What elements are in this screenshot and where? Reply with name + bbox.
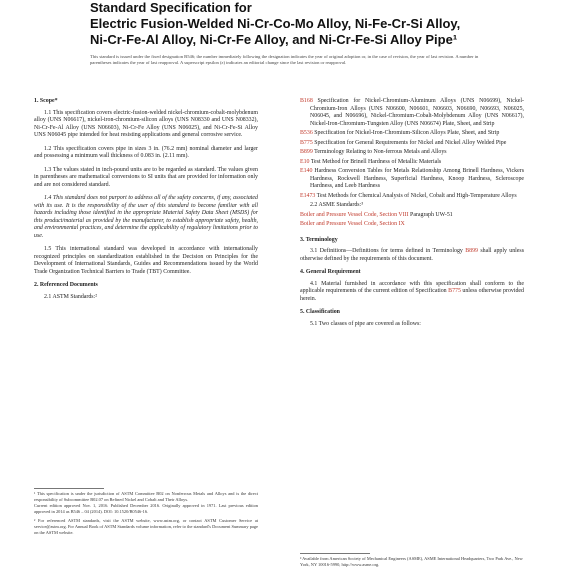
reference-item[interactable]: E140 Hardness Conversion Tables for Metals Relationship Among Brinell Hardness, Vickers Hardness, Rockwell Hardness, Superficial Hardness, Knoop Hardness, Scleroscope Hardness, and Leeb Hardness [300,168,524,189]
title-line-1: Standard Specification for [90,0,252,15]
footnote-3: ³ Available from American Society of Mechanical Engineers (ASME), ASME International Headquarters, Two Park Ave., New York, NY 10016-5990, http://www.asme.org. [300,556,523,567]
classification-heading: 5. Classification [300,309,340,315]
reference-item[interactable]: B899 Terminology Relating to Non-ferrous Metals and Alloys [300,149,447,155]
issuance-note: This standard is issued under the fixed designation B546; the number immediately following the designation indicates the year of original adoption or, in the case of revision, the year of last revision. A number in parentheses indicates the year of last reapproval. A superscript epsilon (ε) indicates an editorial change since the last revision or reapproval. [90,54,479,66]
footnote-2: ² For referenced ASTM standards, visit the ASTM website, www.astm.org, or contact ASTM Customer Service at service@astm.org. For Annual Book of ASTM Standards volume information, refer to the standard's Document Summary page on the ASTM website. [34,518,258,535]
specification-link[interactable]: B775 [448,288,461,294]
paragraph-2-1: 2.1 ASTM Standards:² [44,293,97,300]
terminology-link[interactable]: B899 [465,248,478,254]
paragraph-1-3: 1.3 The values stated in inch-pound units are to be regarded as standard. The values given in parentheses are mathematical conversions to SI units that are provided for information only and are not considered standard. [34,166,258,188]
reference-item[interactable]: B536 Specification for Nickel-Iron-Chromium-Silicon Alloys Plate, Sheet, and Strip [300,130,500,136]
footnote-divider-left [34,488,104,489]
title-line-3: Ni-Cr-Fe-Al Alloy, Ni-Cr-Fe Alloy, and Ni-Cr-Fe-Si Alloy Pipe¹ [90,32,458,47]
paragraph-4-1: 4.1 Material furnished in accordance with this specification shall conform to the applicable requirements of the current edition of Specification B775 unless otherwise provided herein. [300,280,524,302]
paragraph-5-1: 5.1 Two classes of pipe are covered as follows: [310,320,421,327]
left-column [34,98,258,307]
asme-reference-2[interactable]: Boiler and Pressure Vessel Code, Section IX [300,221,405,227]
footnote-1-text: ¹ This specification is under the jurisdiction of ASTM Committee B02 on Nonferrous Metals and Alloys and is the direct responsibility of Subcommittee B02.07 on Refined Nickel and Cobalt and Their Alloys. [34,491,258,502]
right-column [300,98,524,334]
paragraph-1-5: 1.5 This international standard was developed in accordance with internationally recognized principles on standardization established in the Decision on Principles for the Development of International Standards, Guides and Recommendations issued by the World Trade Organization Technical Barriers to Trade (TBT) Committee. [34,246,258,275]
reference-item[interactable]: B775 Specification for General Requirements for Nickel and Nickel Alloy Welded Pipe [300,139,507,146]
paragraph-1-1: 1.1 This specification covers electric-fusion-welded nickel-chromium-cobalt-molybdenum alloy (UNS N06617), nickel-iron-chromium-silicon alloys (UNS N08330 and UNS N08332), Ni-Cr-Fe-Al Alloy (UNS N06603), Ni-Cr-Fe Alloy (UNS N06025), and Ni-Cr-Fe-Si Alloy UNS N06045 pipe intended for heat resisting applications and general corrosive service. [34,109,258,138]
footnote-1-edition: Current edition approved Nov. 1, 2016. Published December 2016. Originally approved in 1971. Last previous edition approved in 2014 as B546 – 04 (2014). DOI: 10.1520/B0546-16. [34,503,258,514]
reference-item[interactable]: E1473 Test Methods for Chemical Analysis of Nickel, Cobalt and High-Temperature Alloys [300,192,517,199]
reference-item[interactable]: E10 Test Method for Brinell Hardness of Metallic Materials [300,158,442,165]
general-requirement-heading: 4. General Requirement [300,269,361,275]
paragraph-1-4: 1.4 This standard does not purport to address all of the safety concerns, if any, associated with its use. It is the responsibility of the user of this standard to become familiar with all hazards including those identified in the appropriate Material Safety Data Sheet (MSDS) for this product/material as provided by the manufacturer, to establish appropriate safety, health, and environmental practices, and determine the applicability of regulatory limitations prior to use. [34,195,258,239]
reference-item[interactable]: B168 Specification for Nickel-Chromium-Aluminum Alloys (UNS N06699), Nickel-Chromium-Iron Alloys (UNS N06600, N06601, N06603, N06690, N06693, N06025, N06045, and N06696), Nickel-Chromium-Cobalt-Molybdenum Alloy (UNS N06617), Nickel-Iron-Chromium-Tungsten Alloy (UNS N06674) Plate, Sheet, and Strip [300,98,524,127]
terminology-heading: 3. Terminology [300,236,338,243]
scope-heading: 1. Scope* [34,98,58,104]
paragraph-3-1: 3.1 Definitions—Definitions for terms defined in Terminology B899 shall apply unless otherwise defined by the requirements of this document. [300,248,524,262]
referenced-documents-heading: 2. Referenced Documents [34,282,98,288]
footnote-1 [34,491,258,536]
paragraph-1-2: 1.2 This specification covers pipe in sizes 3 in. (76.2 mm) nominal diameter and larger and possessing a minimum wall thickness of 0.083 in. (2.11 mm). [34,145,258,159]
paragraph-2-2: 2.2 ASME Standards:³ [310,202,363,208]
document-title [90,0,510,48]
asme-reference-1[interactable]: Boiler and Pressure Vessel Code, Section VIII Paragraph UW-51 [300,211,453,218]
title-line-2: Electric Fusion-Welded Ni-Cr-Co-Mo Alloy, Ni-Fe-Cr-Si Alloy, [90,16,461,31]
footnote-divider-right [300,553,370,554]
